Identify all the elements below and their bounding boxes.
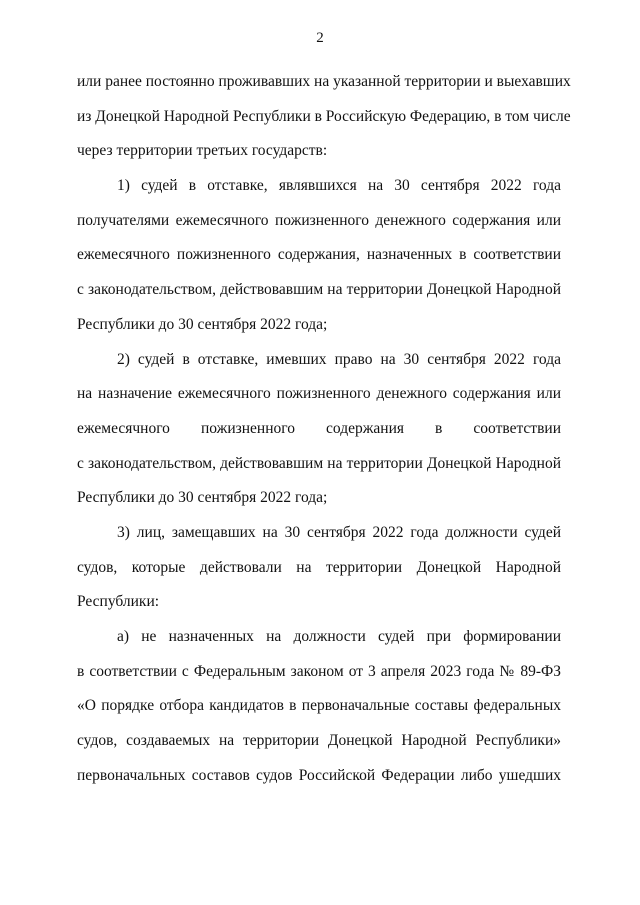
- text-line: ежемесячного пожизненного содержания в соответствии: [77, 419, 561, 437]
- text-line: через территории третьих государств:: [77, 142, 328, 160]
- page-number: 2: [316, 30, 324, 46]
- text-line: получателями ежемесячного пожизненного денежного содержания или: [77, 211, 561, 229]
- text-line: первоначальных составов судов Российской Федерации либо ушедших: [77, 766, 561, 784]
- text-line: Республики до 30 сентября 2022 года;: [77, 315, 328, 333]
- text-line: с законодательством, действовавшим на территории Донецкой Народной: [77, 454, 561, 472]
- text-line: с законодательством, действовавшим на территории Донецкой Народной: [77, 281, 561, 299]
- text-line: ежемесячного пожизненного содержания, назначенных в соответствии: [77, 246, 561, 264]
- text-line: «О порядке отбора кандидатов в первоначальные составы федеральных: [77, 697, 561, 715]
- document-body: [77, 72, 571, 800]
- text-line: судов, создаваемых на территории Донецкой Народной Республики»: [77, 732, 561, 750]
- text-line: из Донецкой Народной Республики в Российскую Федерацию, в том числе: [77, 107, 571, 125]
- text-line: 2) судей в отставке, имевших право на 30 сентября 2022 года: [117, 350, 561, 368]
- text-line: судов, которые действовали на территории Донецкой Народной: [77, 558, 561, 576]
- text-line: или ранее постоянно проживавших на указанной территории и выехавших: [77, 73, 571, 90]
- text-line: Республики:: [77, 593, 160, 611]
- text-line: в соответствии с Федеральным законом от 3 апреля 2023 года № 89-ФЗ: [77, 662, 561, 680]
- text-line: а) не назначенных на должности судей при формировании: [117, 628, 561, 645]
- text-line: 3) лиц, замещавших на 30 сентября 2022 года должности судей: [117, 523, 561, 541]
- text-line: 1) судей в отставке, являвшихся на 30 сентября 2022 года: [117, 177, 561, 195]
- text-line: на назначение ежемесячного пожизненного денежного содержания или: [77, 385, 561, 403]
- text-line: Республики до 30 сентября 2022 года;: [77, 489, 328, 507]
